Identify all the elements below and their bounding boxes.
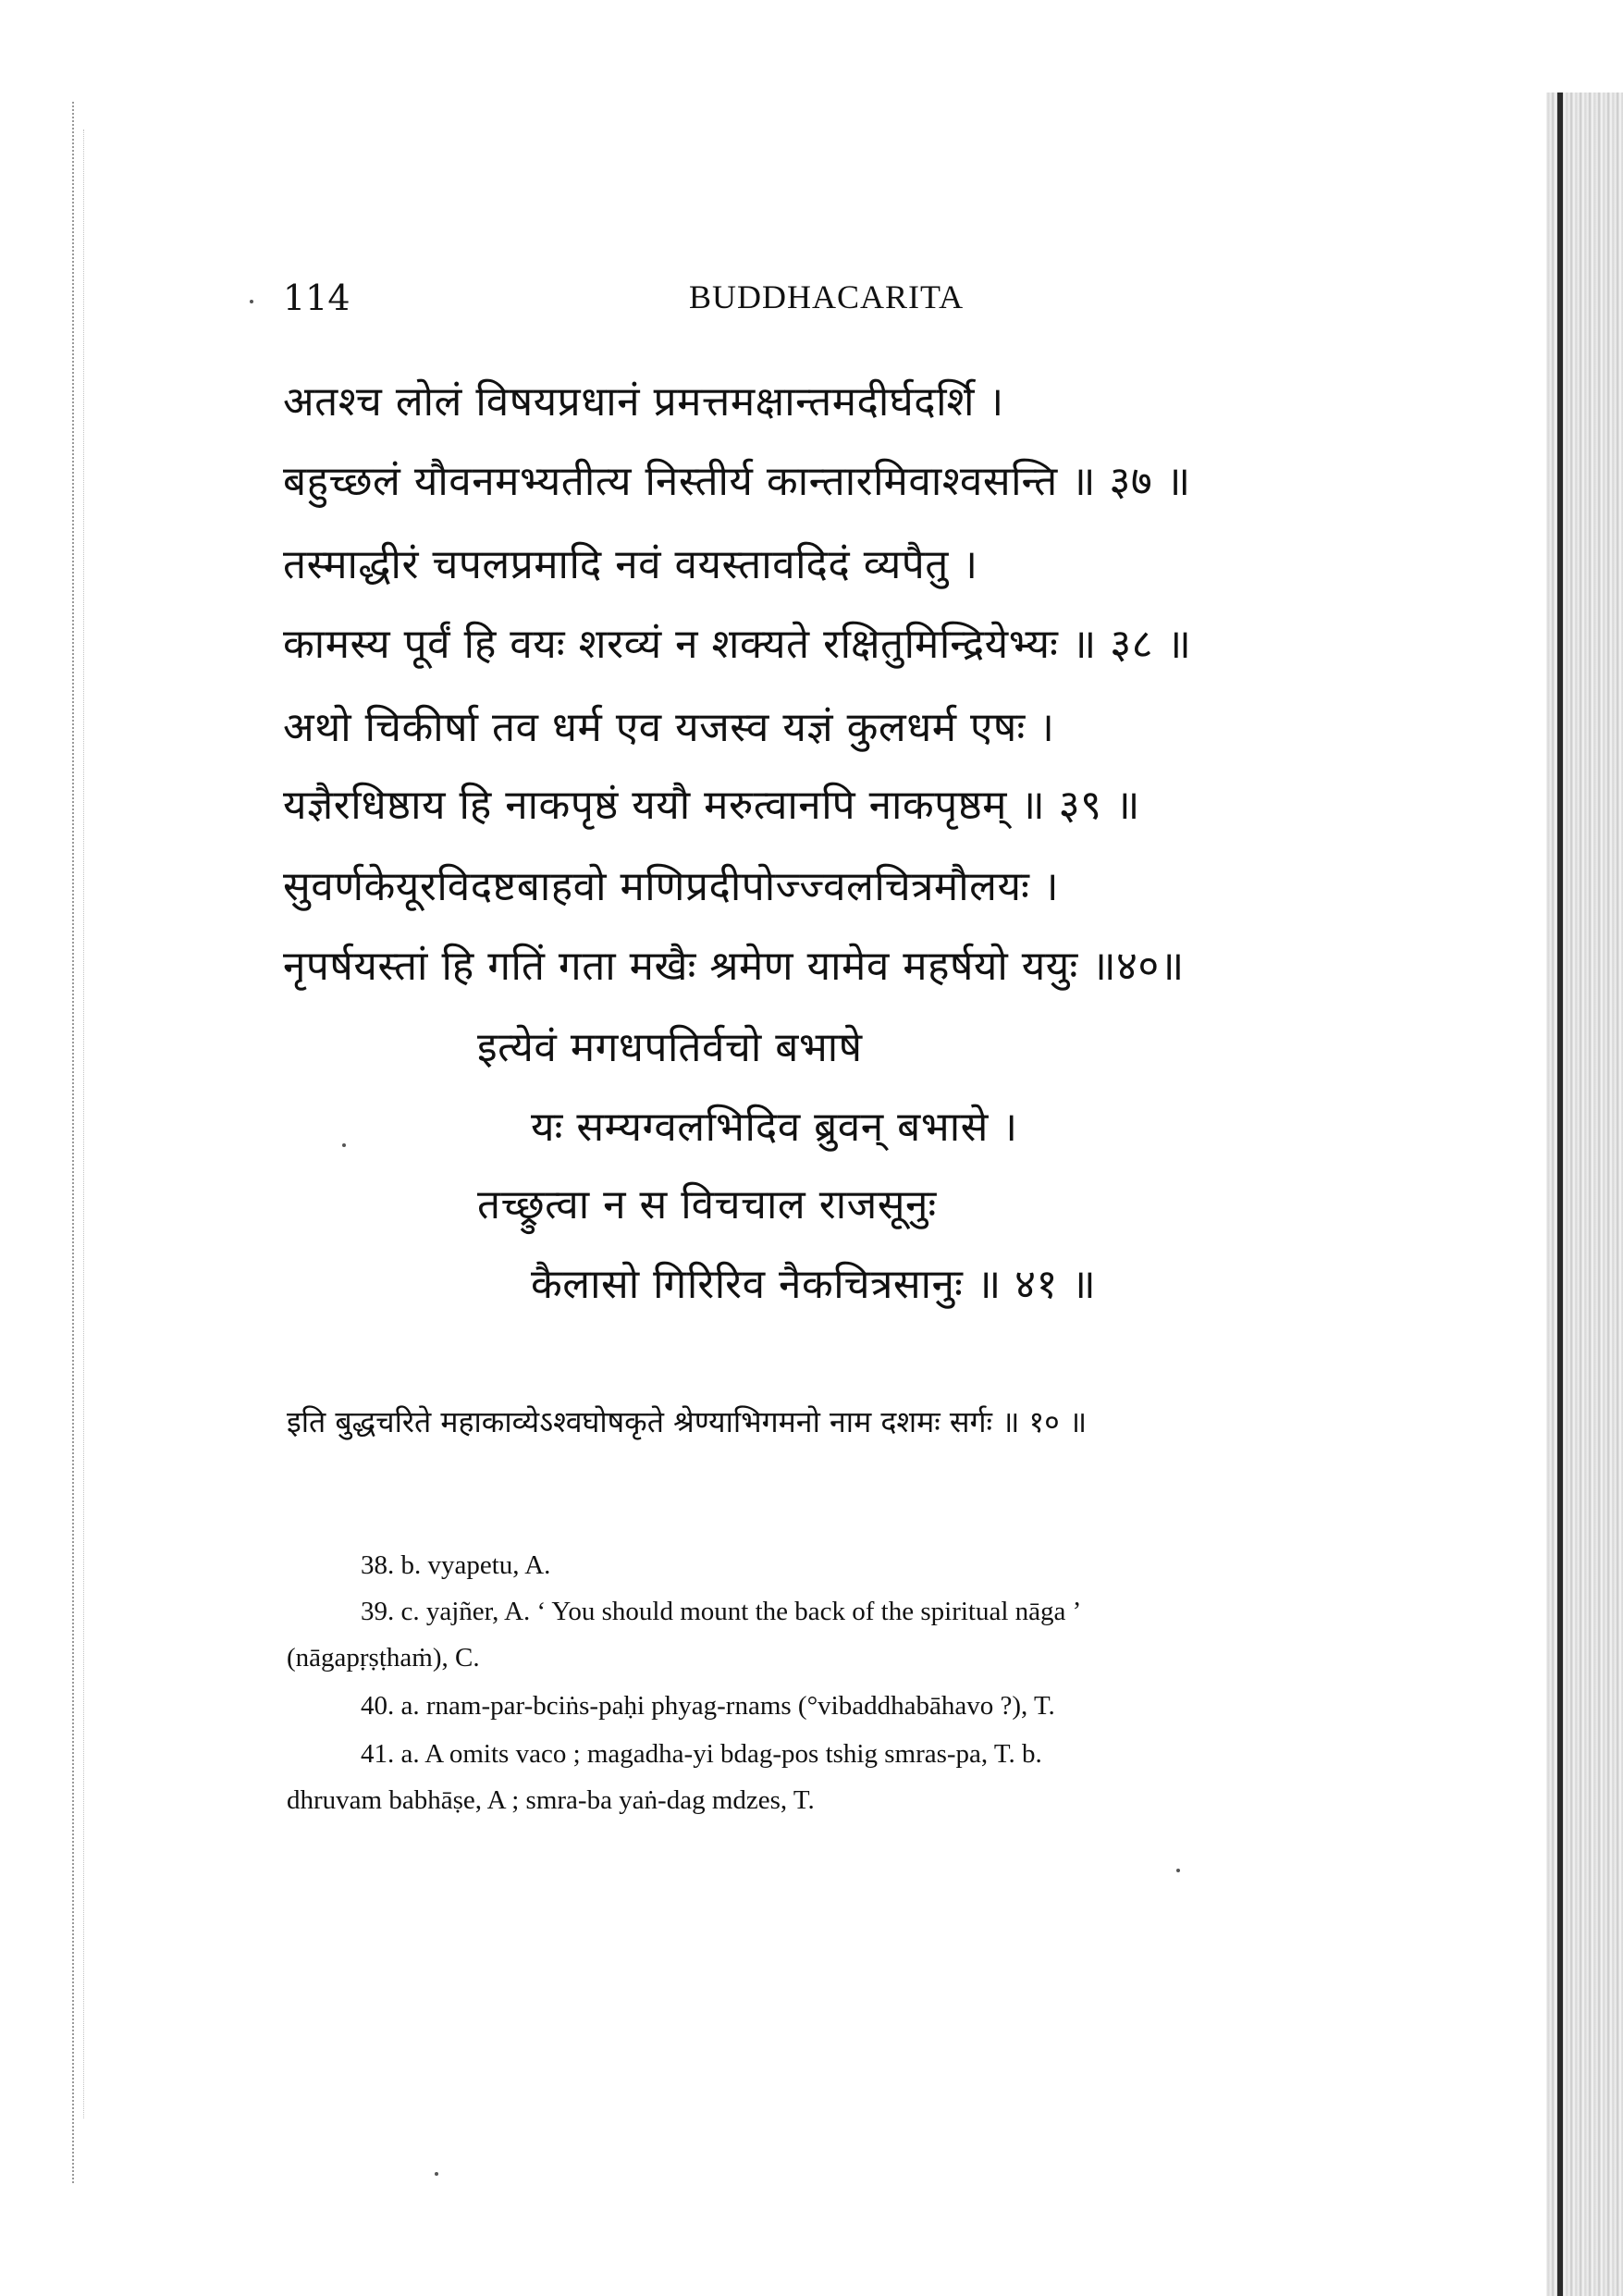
verse-line: अतश्च लोलं विषयप्रधानं प्रमत्तमक्षान्तमदीर्घदर्शि । (283, 378, 1004, 426)
footnote-continuation: dhruvam babhāṣe, A ; smra-ba yaṅ-dag mdzes, T. (287, 1785, 815, 1815)
scan-speck (1176, 1869, 1180, 1872)
verse-line: तस्माद्धीरं चपलप्रमादि नवं वयस्तावदिदं व्यपैतु । (283, 541, 978, 588)
verse-line: इत्येवं मगधपतिर्वचो बभाषे (477, 1024, 863, 1071)
verse-line: अथो चिकीर्षा तव धर्म एव यजस्व यज्ञं कुलधर्म एषः । (283, 704, 1055, 751)
verse-line: कैलासो गिरिरिव नैकचित्रसानुः ॥ ४१ ॥ (531, 1261, 1097, 1308)
scan-edge-left (72, 102, 74, 2183)
verse-line: नृपर्षयस्तां हि गतिं गता मखैः श्रमेण यामेव महर्षयो ययुः ॥४०॥ (283, 943, 1185, 990)
scan-speck (250, 300, 253, 303)
scan-edge-left-faint (83, 130, 84, 2118)
footnote: 41. a. A omits vaco ; magadha-yi bdag-pos tshig smras-pa, T. b. (361, 1739, 1042, 1769)
canto-colophon: इति बुद्धचरिते महाकाव्येऽश्वघोषकृते श्रेण्याभिगमनो नाम दशमः सर्गः ॥ १० ॥ (287, 1404, 1088, 1439)
footnote: 39. c. yajñer, A. ‘ You should mount the back of the spiritual nāga ’ (361, 1597, 1082, 1626)
verse-line: बहुच्छलं यौवनमभ्यतीत्य निस्तीर्य कान्तारमिवाश्वसन्ति ॥ ३७ ॥ (283, 458, 1191, 505)
book-spine (1557, 93, 1563, 2296)
verse-line: तच्छ्रुत्वा न स विचचाल राजसूनुः (477, 1181, 937, 1228)
scan-speck (435, 2172, 438, 2176)
footnote: 40. a. rnam-par-bciṅs-paḥi phyag-rnams (°vibaddhabāhavo ?), T. (361, 1691, 1055, 1721)
page-header (0, 278, 1623, 324)
verse-line: कामस्य पूर्वं हि वयः शरव्यं न शक्यते रक्षितुमिन्द्रियेभ्यः ॥ ३८ ॥ (283, 621, 1192, 668)
footnote: 38. b. vyapetu, A. (361, 1550, 551, 1580)
verse-line: यः सम्यग्वलभिदिव ब्रुवन् बभासे । (531, 1104, 1018, 1151)
running-title: BUDDHACARITA (689, 278, 965, 315)
scan-speck (342, 1143, 346, 1147)
footnote-continuation: (nāgapṛṣṭhaṁ), C. (287, 1643, 480, 1673)
page-number: 114 (283, 278, 350, 318)
verse-line: यज्ञैरधिष्ठाय हि नाकपृष्ठं ययौ मरुत्वानपि नाकपृष्ठम् ॥ ३९ ॥ (283, 782, 1140, 829)
verse-line: सुवर्णकेयूरविदष्टबाहवो मणिप्रदीपोज्ज्वलचित्रमौलयः । (283, 863, 1060, 910)
